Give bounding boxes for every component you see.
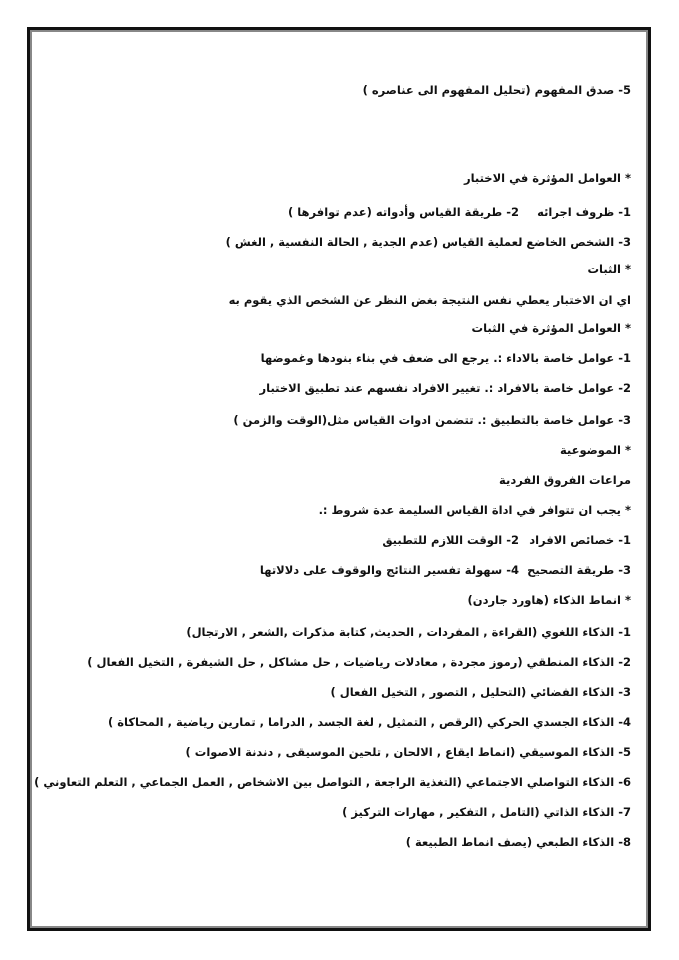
concept-validity-item: 5- صدق المفهوم (تحليل المفهوم الى عناصره ): [362, 83, 631, 97]
conditions-row-1: [382, 532, 631, 548]
heading-reliability-factors: * العوامل المؤثرة في الثبات: [471, 321, 631, 335]
list-item: 3- طريقة التصحيح: [527, 563, 631, 577]
conditions-row-2: [260, 562, 631, 578]
list-item: 7- الذكاء الذاتي (التامل , التفكير , مهارات التركيز ): [342, 805, 631, 819]
test-factors-row-1: [288, 204, 631, 220]
list-item: 2- الذكاء المنطقي (رموز مجردة , معادلات رياضيات , حل مشاكل , حل الشيفرة , التخيل الفعال ): [87, 655, 631, 669]
list-item: 1- ظروف اجرائه: [537, 205, 631, 219]
list-item: 1- خصائص الافراد: [529, 533, 631, 547]
list-item: 3- عوامل خاصة بالتطبيق :. تتضمن ادوات القياس مثل(الوقت والزمن ): [233, 413, 631, 427]
list-item: 3- الذكاء الفضائي (التحليل , التصور , التخيل الفعال ): [330, 685, 631, 699]
list-item: 2- الوقت اللازم للتطبيق: [382, 533, 519, 547]
list-item: 2- طريقة القياس وأدواته (عدم توافرها ): [287, 205, 519, 219]
heading-reliability: * الثبات: [587, 262, 631, 276]
heading-test-factors: * العوامل المؤثرة في الاختبار: [463, 171, 631, 185]
heading-intelligences: * انماط الذكاء (هاورد جاردن): [467, 593, 631, 607]
list-item: 4- الذكاء الجسدي الحركي (الرقص , التمثيل , لغة الجسد , الدراما , تمارين رياضية , المحاكاة ): [107, 715, 631, 729]
reliability-definition: اي ان الاختبار يعطي نفس النتيجة بغض النظر عن الشخص الذي يقوم به: [228, 293, 631, 307]
list-item: 1- الذكاء اللغوي (القراءة , المفردات , الحديث, كتابة مذكرات ,الشعر , الارتجال): [186, 625, 631, 639]
list-item: 5- الذكاء الموسيقي (انماط ايقاع , الالحان , تلحين الموسيقى , دندنة الاصوات ): [185, 745, 631, 759]
list-item: 4- سهولة تفسير النتائج والوقوف على دلالاتها: [259, 563, 519, 577]
list-item: 2- عوامل خاصة بالافراد :. تغيير الافراد نفسهم عند تطبيق الاختبار: [259, 381, 631, 395]
list-item: 1- عوامل خاصة بالاداء :. يرجع الى ضعف في بناء بنودها وغموضها: [260, 351, 631, 365]
list-item: 3- الشخص الخاضع لعملية القياس (عدم الجدية , الحالة النفسية , الغش ): [225, 235, 631, 249]
list-item: 6- الذكاء التواصلي الاجتماعي (التغذية الراجعة , التواصل بين الاشخاص , العمل الجماعي , التعلم التعاوني ): [34, 775, 631, 789]
heading-objectivity: * الموضوعية: [559, 443, 631, 457]
heading-conditions: * يجب ان تتوافر في اداة القياس السليمة عدة شروط :.: [318, 503, 631, 517]
list-item: 8- الذكاء الطبعي (يصف انماط الطبيعة ): [405, 835, 631, 849]
individual-differences: مراعات الفروق الفردية: [499, 473, 631, 487]
